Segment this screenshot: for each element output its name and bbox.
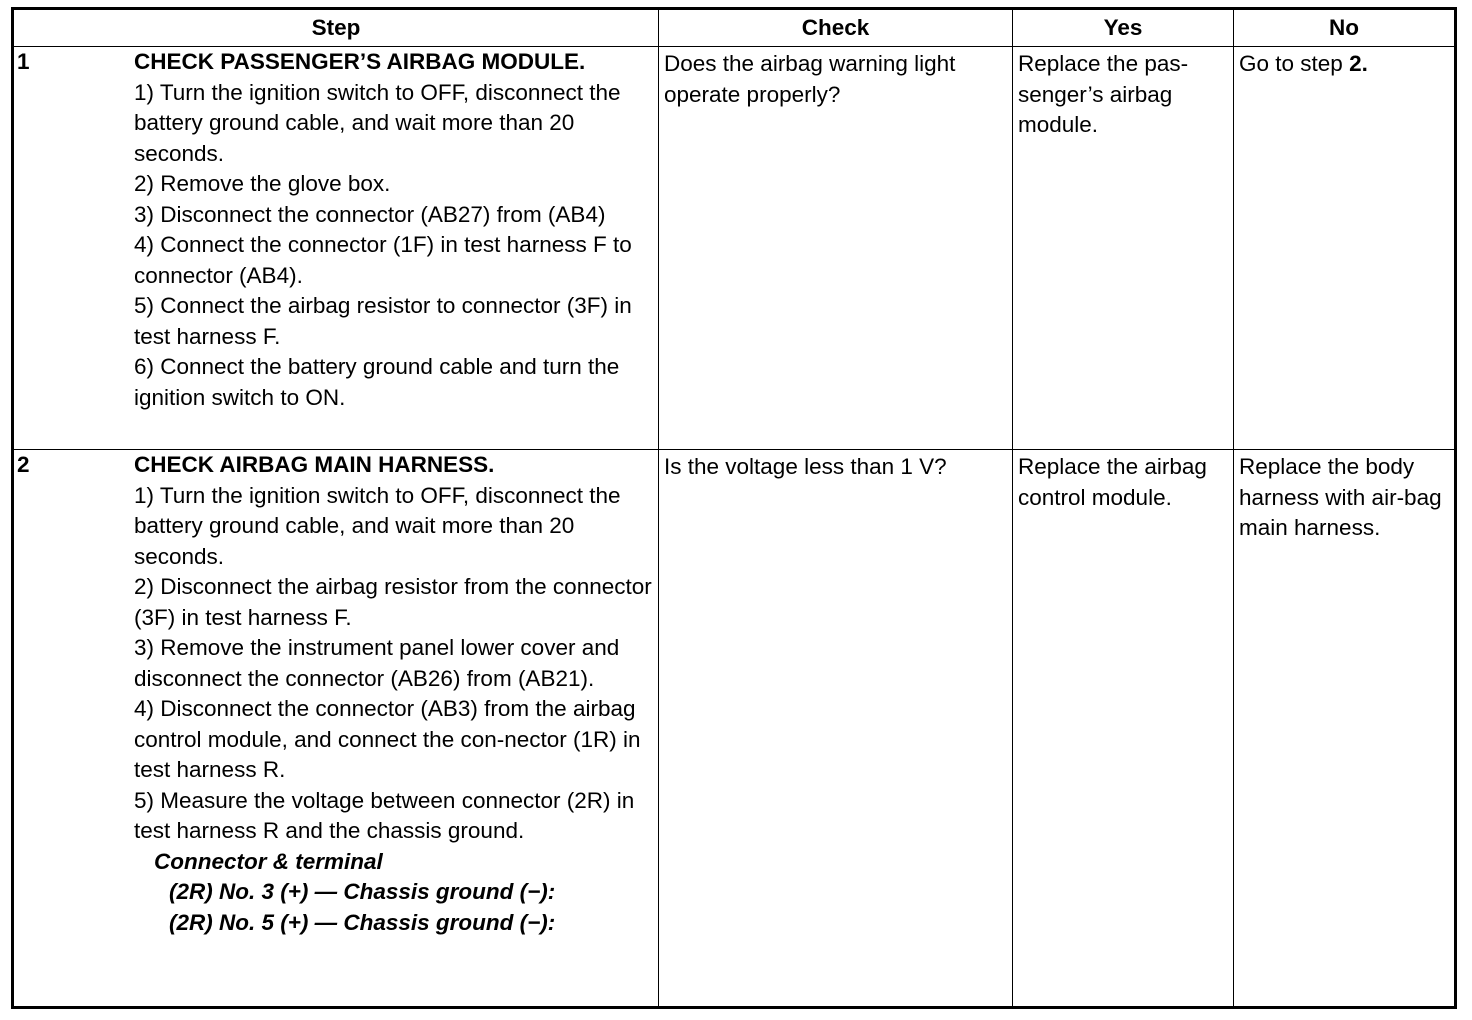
table-row xyxy=(13,47,1456,450)
no-cell: Replace the body harness with air-bag main harness. xyxy=(1234,450,1456,1008)
header-check: Check xyxy=(659,9,1013,47)
step-instruction: 1) Turn the ignition switch to OFF, disconnect the battery ground cable, and wait more than 20 seconds. xyxy=(134,482,621,569)
step-cell xyxy=(13,450,659,1008)
check-cell: Does the airbag warning light operate properly? xyxy=(659,47,1013,450)
step-number: 1 xyxy=(17,49,30,74)
step-cell xyxy=(13,47,659,450)
step-number: 2 xyxy=(17,452,30,477)
header-step: Step xyxy=(13,9,659,47)
step-instruction: 2) Remove the glove box. xyxy=(134,171,391,196)
step-title: CHECK PASSENGER’S AIRBAG MODULE. xyxy=(134,49,586,74)
no-cell xyxy=(1234,47,1456,450)
step-instruction: 1) Turn the ignition switch to OFF, disconnect the battery ground cable, and wait more than 20 seconds. xyxy=(134,79,621,166)
step-instruction: 6) Connect the battery ground cable and turn the ignition switch to ON. xyxy=(134,354,620,410)
step-instruction: 2) Disconnect the airbag resistor from the connector (3F) in test harness F. xyxy=(134,574,652,630)
step-instruction: 5) Connect the airbag resistor to connector (3F) in test harness F. xyxy=(134,293,632,349)
step-instruction: 4) Disconnect the connector (AB3) from the airbag control module, and connect the con-nector (1R) in test harness R. xyxy=(134,696,641,782)
header-no: No xyxy=(1234,9,1456,47)
diagnostic-table xyxy=(11,7,1457,1009)
connector-line: (2R) No. 5 (+) — Chassis ground (−): xyxy=(169,909,556,935)
step-title: CHECK AIRBAG MAIN HARNESS. xyxy=(134,452,495,477)
step-body xyxy=(134,450,655,938)
header-yes: Yes xyxy=(1013,9,1234,47)
step-reference: 2. xyxy=(1349,51,1368,76)
connector-heading: Connector & terminal xyxy=(154,848,383,874)
yes-cell: Replace the airbag control module. xyxy=(1013,450,1234,1008)
connector-line: (2R) No. 3 (+) — Chassis ground (−): xyxy=(169,879,556,904)
step-instruction: 4) Connect the connector (1F) in test harness F to connector (AB4). xyxy=(134,232,632,288)
step-body xyxy=(134,47,655,413)
step-instruction: 3) Remove the instrument panel lower cover and disconnect the connector (AB26) from (AB21). xyxy=(134,635,620,691)
step-instruction: 5) Measure the voltage between connector (2R) in test harness R and the chassis ground. xyxy=(134,787,635,843)
table-row xyxy=(13,450,1456,1008)
yes-cell: Replace the pas-senger’s airbag module. xyxy=(1013,47,1234,450)
check-cell: Is the voltage less than 1 V? xyxy=(659,450,1013,1008)
header-row xyxy=(13,9,1456,47)
no-text: Go to step xyxy=(1239,51,1350,76)
step-instruction: 3) Disconnect the connector (AB27) from (AB4) xyxy=(134,201,606,227)
